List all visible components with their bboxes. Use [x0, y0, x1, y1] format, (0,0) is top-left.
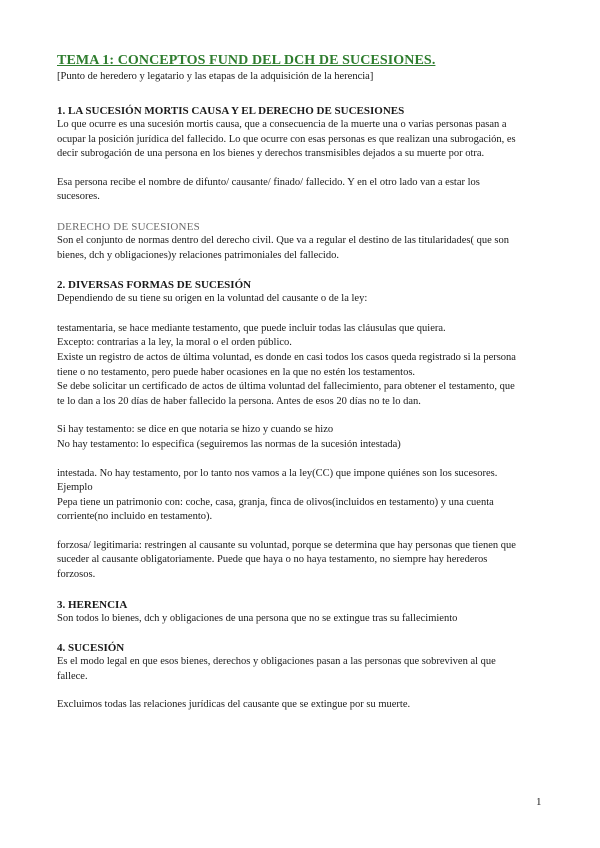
section-herencia [57, 598, 552, 627]
paragraph-line: Son el conjunto de normas dentro del derecho civil. Que va a regular el destino de las titularidades( que son [57, 234, 509, 246]
paragraph-line: Existe un registro de actos de última voluntad, es donde en casi todos los casos queda registrado si la persona [57, 351, 516, 363]
paragraph-line: Dependiendo de su tiene su origen en la voluntad del causante o de la ley: [57, 293, 368, 305]
paragraph-line: forzosos. [57, 569, 96, 581]
paragraph-line: Ejemplo [57, 482, 93, 494]
paragraph-line: decir subrogación de una persona en los bienes y derechos transmisibles dejados a su muerte por otra. [57, 148, 485, 160]
section-heading: 3. HERENCIA [57, 598, 128, 611]
subsection-heading: DERECHO DE SUCESIONES [57, 220, 200, 233]
paragraph-line: intestada. No hay testamento, por lo tanto nos vamos a la ley(CC) que impone quiénes son los sucesores. [57, 467, 498, 479]
paragraph-line: sucesores. [57, 191, 100, 203]
section-sucesion [57, 641, 552, 713]
paragraph-line: te lo dan a los 20 días de haber fallecido la persona. Antes de esos 20 días no te lo dan. [57, 395, 421, 407]
paragraph-line: ocupar la posición jurídica del fallecido. Lo que ocurre con esas personas es que realizan una subrogación, es [57, 133, 516, 145]
paragraph-line: Lo que ocurre es una sucesión mortis causa, que a consecuencia de la muerte una o varias personas pasan a [57, 119, 507, 130]
paragraph-line: bienes, dch y obligaciones)y relaciones patrimoniales del fallecido. [57, 249, 339, 261]
paragraph-line: tiene o no testamento, pero puede haber ocasiones en la que no estén los testamentos. [57, 366, 416, 378]
paragraph-line: Son todos lo bienes, dch y obligaciones de una persona que no se extingue tras su fallecimiento [57, 612, 458, 624]
paragraph-line: fallece. [57, 670, 88, 682]
paragraph-line: Pepa tiene un patrimonio con: coche, casa, granja, finca de olivos(incluidos en testamento) y una cuenta [57, 496, 494, 508]
paragraph-line: No hay testamento: lo especifica (seguiremos las normas de la sucesión intestada) [57, 438, 401, 450]
section-heading: 2. DIVERSAS FORMAS DE SUCESIÓN [57, 279, 252, 292]
paragraph-line: forzosa/ legitimaria: restringen al causante su voluntad, porque se determina que hay personas que tienen que [57, 539, 516, 551]
paragraph-line: Si hay testamento: se dice en que notaria se hizo y cuando se hizo [57, 424, 334, 436]
section-heading: 1. LA SUCESIÓN MORTIS CAUSA Y EL DERECHO DE SUCESIONES [57, 105, 405, 117]
section-heading: 4. SUCESIÓN [57, 642, 125, 655]
page-title: TEMA 1: CONCEPTOS FUND DEL DCH DE SUCESIONES. [57, 53, 436, 68]
paragraph-line: Esa persona recibe el nombre de difunto/ causante/ finado/ fallecido. Y en el otro lado van a estar los [57, 176, 480, 188]
paragraph-line: Se debe solicitar un certificado de actos de última voluntad del fallecimiento, para obtener el testamento, que [57, 381, 515, 393]
page-subtitle: [Punto de heredero y legatario y las etapas de la adquisición de la herencia] [57, 71, 374, 82]
paragraph-line: testamentaria, se hace mediante testamento, que puede incluir todas las cláusulas que quiera. [57, 322, 446, 334]
paragraph-line: Excepto: contrarias a la ley, la moral o el orden público. [57, 337, 292, 349]
paragraph-line: Es el modo legal en que esos bienes, derechos y obligaciones pasan a las personas que sobreviven al que [57, 656, 496, 668]
paragraph-line: suceder al causante obligatoriamente. Puede que haya o no haya testamento, no siempre hay herederos [57, 554, 488, 566]
section-formas-sucesion [57, 278, 552, 583]
document-body [57, 52, 552, 713]
paragraph-line: corriente(no incluido en testamento). [57, 511, 213, 523]
paragraph-line: Excluimos todas las relaciones jurídicas del causante que se extingue por su muerte. [57, 699, 411, 711]
page-number: 1 [536, 796, 542, 808]
section-sucesion-mortis-causa [57, 104, 552, 263]
